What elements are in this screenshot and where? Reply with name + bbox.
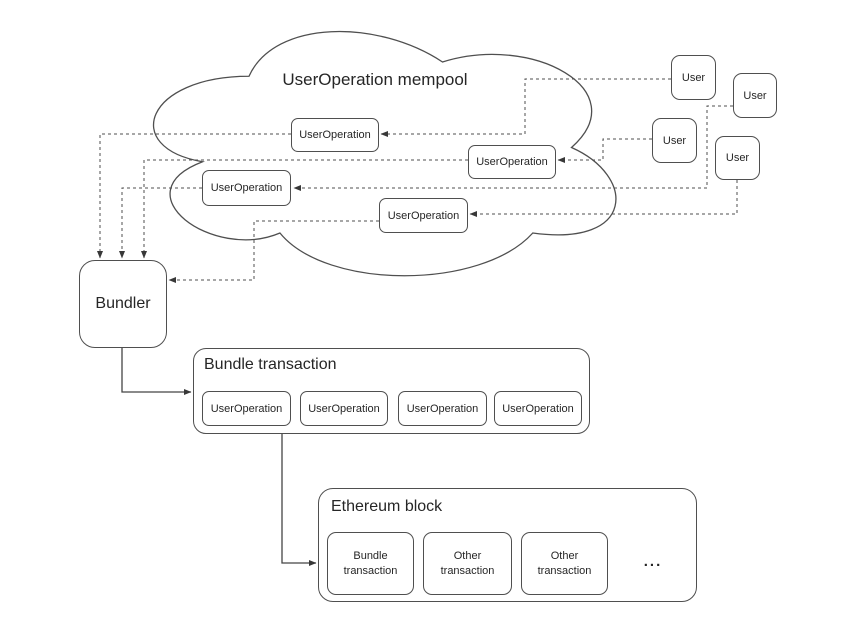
mempool-userop-box-3: UserOperation: [468, 145, 556, 179]
user-box-4: User: [715, 136, 760, 180]
bundle-transaction-title: Bundle transaction: [204, 356, 337, 373]
user-box-3: User: [652, 118, 697, 163]
mempool-title: UserOperation mempool: [282, 70, 468, 89]
bundle-userop-box-3: UserOperation: [398, 391, 487, 426]
user-box-2: User: [733, 73, 777, 118]
bundler-box: Bundler: [79, 260, 167, 348]
block-other-transaction-box-1: Other transaction: [423, 532, 512, 595]
mempool-userop-box-1: UserOperation: [291, 118, 379, 152]
mempool-userop-box-4: UserOperation: [379, 198, 468, 233]
block-other-transaction-box-2: Other transaction: [521, 532, 608, 595]
more-transactions-ellipsis: ...: [643, 552, 663, 570]
bundle-userop-box-2: UserOperation: [300, 391, 388, 426]
block-bundle-transaction-box: Bundle transaction: [327, 532, 414, 595]
bundle-userop-box-1: UserOperation: [202, 391, 291, 426]
ethereum-block-title: Ethereum block: [331, 498, 443, 515]
connector-bundle-transaction-to-ethereum-block: [282, 434, 316, 563]
mempool-userop-box-2: UserOperation: [202, 170, 291, 206]
connector-bundler-to-bundle-transaction: [122, 348, 191, 392]
user-box-1: User: [671, 55, 716, 100]
bundle-userop-box-4: UserOperation: [494, 391, 582, 426]
